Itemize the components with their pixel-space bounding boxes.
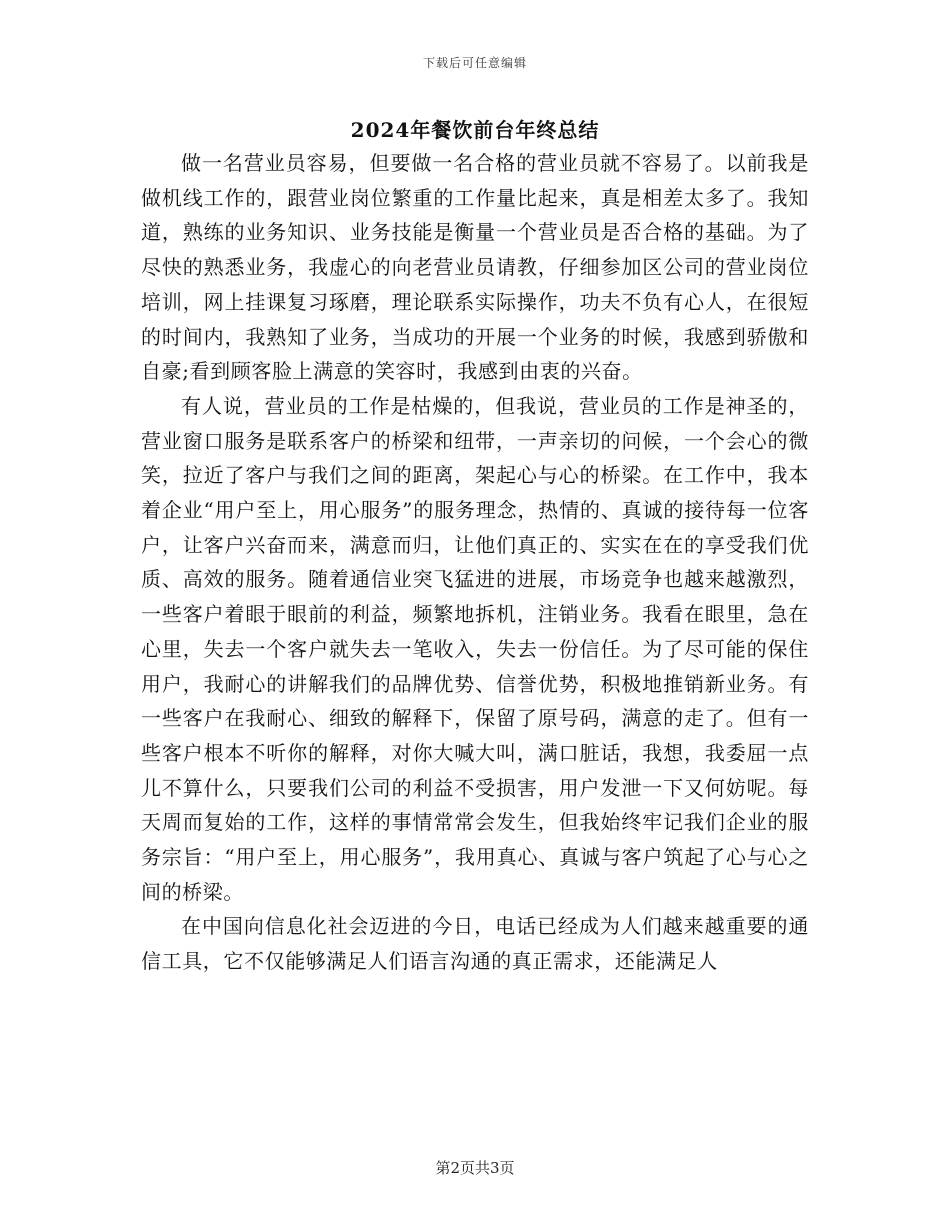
paragraph: 有人说，营业员的工作是枯燥的，但我说，营业员的工作是神圣的，营业窗口服务是联系客户的桥梁和纽带，一声亲切的问候，一个会心的微笑，拉近了客户与我们之间的距离，架起心与心的桥梁。在工作中，我本着企业“用户至上，用心服务”的服务理念，热情的、真诚的接待每一位客户，让客户兴奋而来，满意而归，让他们真正的、实实在在的享受我们优质、高效的服务。随着通信业突飞猛进的进展，市场竞争也越来越激烈，一些客户着眼于眼前的利益，频繁地拆机，注销业务。我看在眼里，急在心里，失去一个客户就失去一笔收入，失去一份信任。为了尽可能的保住用户，我耐心的讲解我们的品牌优势、信誉优势，积极地推销新业务。有一些客户在我耐心、细致的解释下，保留了原号码，满意的走了。但有一些客户根本不听你的解释，对你大喊大叫，满口脏话，我想，我委屈一点儿不算什么，只要我们公司的利益不受损害，用户发泄一下又何妨呢。每天周而复始的工作，这样的事情常常会发生，但我始终牢记我们企业的服务宗旨：“用户至上，用心服务”，我用真心、真诚与客户筑起了心与心之间的桥梁。 (141, 393, 809, 904)
header-note: 下载后可任意编辑 (422, 56, 527, 70)
page-number: 第2页共3页 (435, 1159, 515, 1177)
document-title: 2024年餐饮前台年终总结 (350, 118, 600, 142)
document-body (141, 146, 809, 979)
paragraph: 做一名营业员容易，但要做一名合格的营业员就不容易了。以前我是做机线工作的，跟营业岗位繁重的工作量比起来，真是相差太多了。我知道，熟练的业务知识、业务技能是衡量一个营业员是否合格的基础。为了尽快的熟悉业务，我虚心的向老营业员请教，仔细参加区公司的营业岗位培训，网上挂课复习琢磨，理论联系实际操作，功夫不负有心人，在很短的时间内，我熟知了业务，当成功的开展一个业务的时候，我感到骄傲和自豪;看到顾客脸上满意的笑容时，我感到由衷的兴奋。 (141, 151, 809, 384)
paragraph: 在中国向信息化社会迈进的今日，电话已经成为人们越来越重要的通信工具，它不仅能够满足人们语言沟通的真正需求，还能满足人 (141, 914, 809, 974)
